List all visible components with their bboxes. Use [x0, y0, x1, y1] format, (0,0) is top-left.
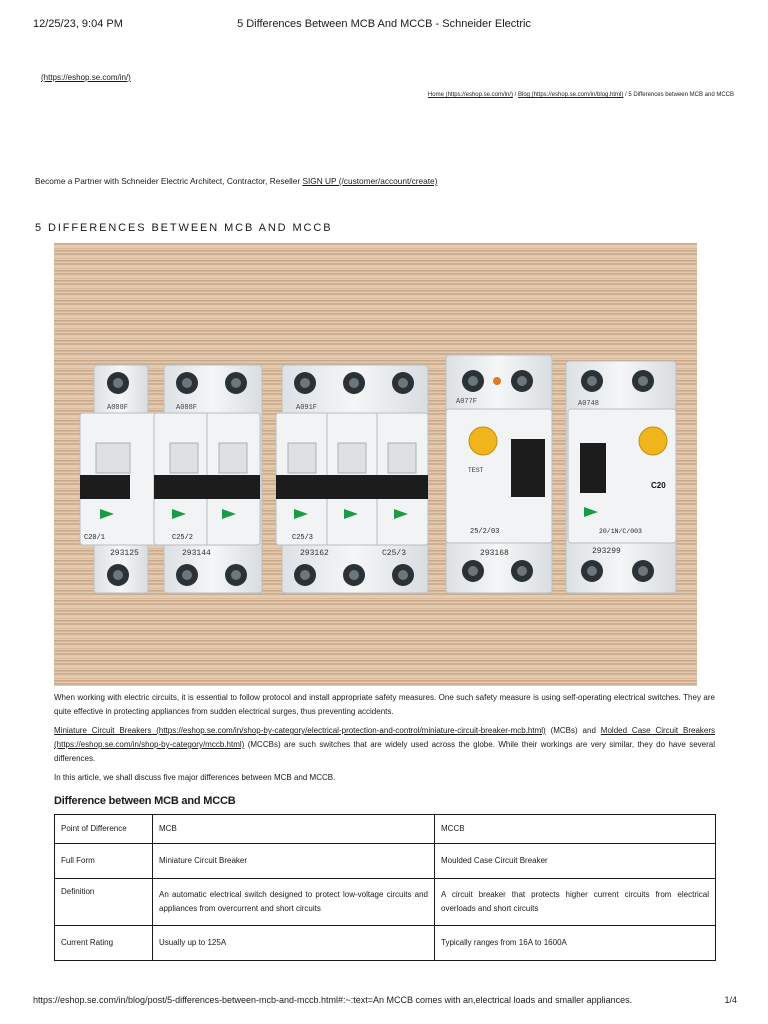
- intro-paragraph-3: In this article, we shall discuss five major differences between MCB and MCCB.: [54, 773, 336, 782]
- table-cell: Typically ranges from 16A to 1600A: [435, 926, 716, 961]
- table-cell: Current Rating: [55, 926, 153, 961]
- svg-text:C20: C20: [651, 481, 666, 490]
- table-header-cell: MCB: [153, 815, 435, 844]
- svg-text:A091F: A091F: [296, 404, 318, 412]
- svg-text:A0748: A0748: [578, 400, 600, 408]
- table-cell: Moulded Case Circuit Breaker: [435, 844, 716, 879]
- breadcrumb-home-link[interactable]: Home (https://eshop.se.com/in/): [427, 92, 513, 98]
- svg-text:C25/2: C25/2: [172, 534, 194, 542]
- table-cell: Full Form: [55, 844, 153, 879]
- svg-text:A088F: A088F: [176, 404, 198, 412]
- table-row: [55, 879, 716, 926]
- breadcrumb-blog-link[interactable]: Blog (https://eshop.se.com/in/blog.html): [517, 92, 624, 98]
- table-cell: A circuit breaker that protects higher current circuits from electrical overloads and short circuits: [435, 879, 716, 926]
- print-page-title: 5 Differences Between MCB And MCCB - Schneider Electric: [237, 18, 531, 30]
- print-datetime: 12/25/23, 9:04 PM: [33, 18, 123, 30]
- table-heading: Difference between MCB and MCCB: [54, 795, 236, 807]
- table-header-cell: MCCB: [435, 815, 716, 844]
- svg-text:293162: 293162: [300, 549, 329, 558]
- table-cell: Miniature Circuit Breaker: [153, 844, 435, 879]
- table-cell: Usually up to 125A: [153, 926, 435, 961]
- svg-text:C25/3: C25/3: [292, 534, 314, 542]
- svg-text:C25/3: C25/3: [382, 549, 407, 558]
- breaker-2p-icon: [154, 365, 262, 593]
- article-title: 5 DIFFERENCES BETWEEN MCB AND MCCB: [35, 222, 333, 234]
- svg-text:C20/1: C20/1: [84, 534, 106, 542]
- breadcrumb: [428, 92, 734, 98]
- rcbo-icon: [566, 361, 676, 593]
- svg-text:A077F: A077F: [456, 398, 478, 406]
- table-row: [55, 926, 716, 961]
- svg-text:20/1N/C/003: 20/1N/C/003: [599, 528, 642, 535]
- mcb-category-link[interactable]: Miniature Circuit Breakers (https://eshop.se.com/in/shop-by-category/electrical-protection-and-control/miniature-circuit-breaker-mcb.html): [54, 726, 546, 735]
- mccb-category-link[interactable]: Molded Case Circuit Breakers (https://eshop.se.com/in/shop-by-category/mccb.html): [54, 726, 716, 749]
- breadcrumb-separator: /: [512, 92, 518, 98]
- difference-table: [54, 814, 716, 961]
- sign-up-link[interactable]: SIGN UP (/customer/account/create): [302, 176, 438, 186]
- svg-text:293168: 293168: [480, 549, 509, 558]
- breadcrumb-separator: /: [623, 92, 629, 98]
- partner-text: Become a Partner with Schneider Electric Architect, Contractor, Reseller: [35, 176, 303, 186]
- hero-image: [54, 243, 697, 686]
- table-cell: An automatic electrical switch designed to protect low-voltage circuits and appliances from overcurrent and short circuits: [153, 879, 435, 926]
- partner-banner: [35, 176, 437, 186]
- breadcrumb-current: 5 Differences between MCB and MCCB: [628, 92, 734, 98]
- intro-paragraph-1: When working with electric circuits, it is essential to follow protocol and install appropriate safety measures. One such safety measure is using self-operating electrical switches. They are quite effective in protecting appliances from sudden electrical surges, thus preventing accidents.: [54, 693, 715, 716]
- page-number: 1/4: [724, 995, 737, 1005]
- intro-paragraph-2-end: (MCCBs) are such switches that are widely used across the globe. While their workings are very similar, they do have several differences.: [54, 740, 715, 763]
- rccb-icon: [446, 355, 552, 593]
- svg-text:293144: 293144: [182, 549, 211, 558]
- logo-link[interactable]: (https://eshop.se.com/in/): [41, 73, 131, 82]
- breaker-3p-icon: [276, 365, 428, 593]
- table-header-cell: Point of Difference: [55, 815, 153, 844]
- print-footer-url: https://eshop.se.com/in/blog/post/5-differences-between-mcb-and-mccb.html#:~:text=An MCCB comes with an,electrical loads and smaller appliances.: [33, 995, 633, 1005]
- svg-text:TEST: TEST: [468, 468, 484, 474]
- svg-text:25/2/03: 25/2/03: [470, 528, 500, 536]
- intro-paragraph-2: [54, 724, 715, 766]
- table-cell: Definition: [55, 879, 153, 926]
- table-header-row: [55, 815, 716, 844]
- svg-text:A088F: A088F: [107, 404, 129, 412]
- svg-text:293299: 293299: [592, 547, 621, 556]
- svg-text:293125: 293125: [110, 549, 139, 558]
- intro-paragraph-2-middle: (MCBs) and: [545, 726, 601, 735]
- table-row: [55, 844, 716, 879]
